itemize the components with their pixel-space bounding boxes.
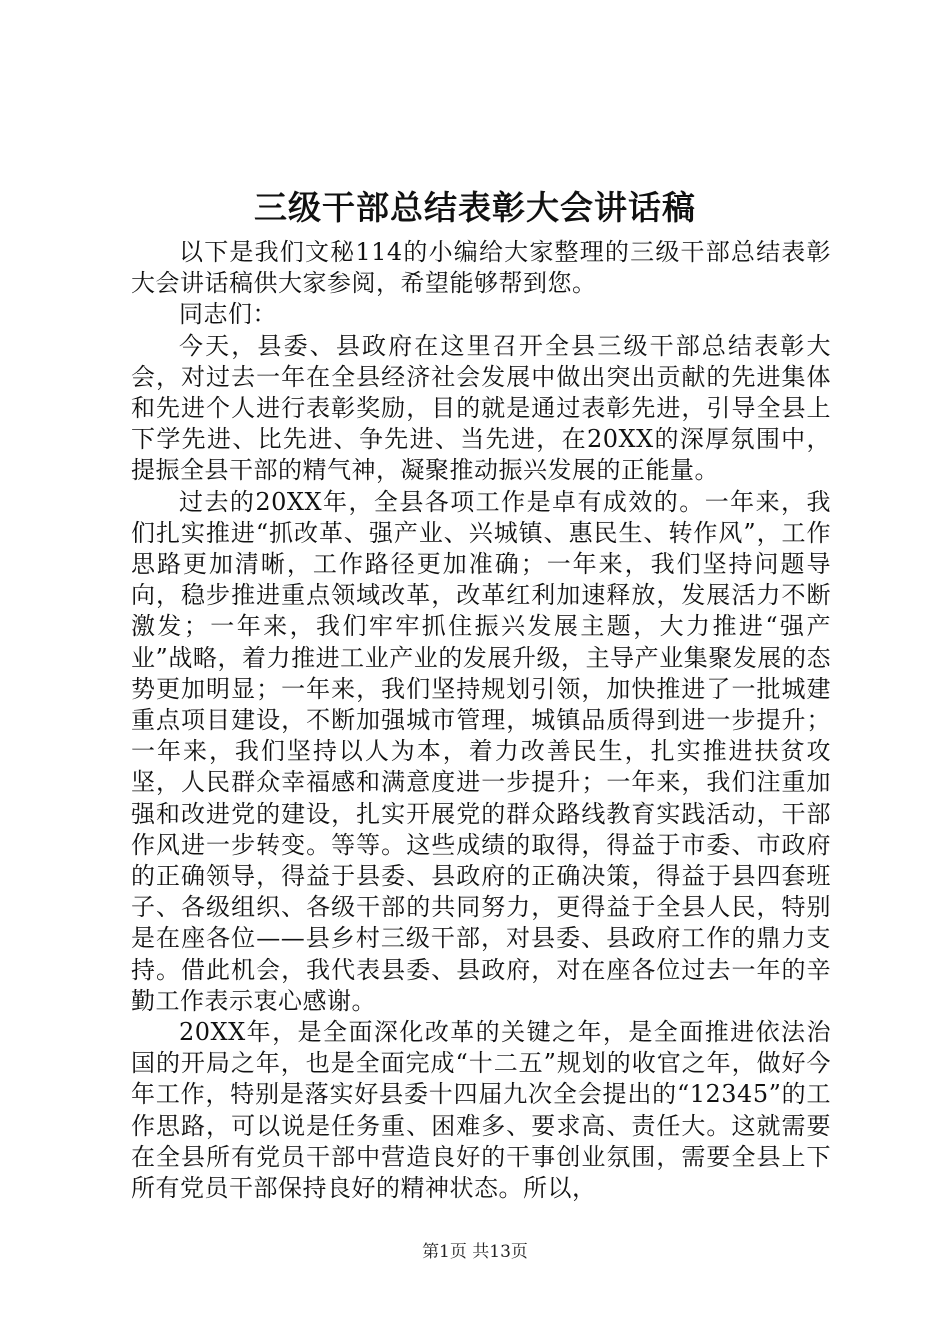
document-title: 三级干部总结表彰大会讲话稿 <box>254 188 696 227</box>
paragraph-achievements: 过去的20XX年，全县各项工作是卓有成效的。一年来，我们扎实推进“抓改革、强产业、兴城镇、惠民生、转作风”，工作思路更加清晰，工作路径更加准确；一年来，我们坚持问题导向，稳步推进重点领域改革，改革红利加速释放，发展活力不断激发；一年来，我们牢牢抓住振兴发展主题，大力推进“强产业”战略，着力推进工业产业的发展升级，主导产业集聚发展的态势更加明显；一年来，我们坚持规划引领，加快推进了一批城建重点项目建设，不断加强城市管理，城镇品质得到进一步提升；一年来，我们坚持以人为本，着力改善民生，扎实推进扶贫攻坚，人民群众幸福感和满意度进一步提升；一年来，我们注重加强和改进党的建设，扎实开展党的群众路线教育实践活动，干部作风进一步转变。等等。这些成绩的取得，得益于市委、市政府的正确领导，得益于县委、县政府的正确决策，得益于县四套班子、各级组织、各级干部的共同努力，更得益于全县人民，特别是在座各位——县乡村三级干部，对县委、县政府工作的鼎力支持。借此机会，我代表县委、县政府，对在座各位过去一年的辛勤工作表示衷心感谢。 <box>131 487 831 1015</box>
paragraph-opening: 今天，县委、县政府在这里召开全县三级干部总结表彰大会，对过去一年在全县经济社会发展中做出突出贡献的先进集体和先进个人进行表彰奖励，目的就是通过表彰先进，引导全县上下学先进、比先进、争先进、当先进，在20XX的深厚氛围中，提振全县干部的精气神，凝聚推动振兴发展的正能量。 <box>131 331 831 485</box>
page-number-footer: 第1页 共13页 <box>422 1242 528 1262</box>
paragraph-this-year: 20XX年，是全面深化改革的关键之年，是全面推进依法治国的开局之年，也是全面完成“十二五”规划的收官之年，做好今年工作，特别是落实好县委十四届九次全会提出的“12345”的工作思路，可以说是任务重、困难多、要求高、责任大。这就需要在全县所有党员干部中营造良好的干事创业氛围，需要全县上下所有党员干部保持良好的精神状态。所以， <box>131 1018 831 1203</box>
paragraph-intro: 以下是我们文秘114的小编给大家整理的三级干部总结表彰大会讲话稿供大家参阅，希望能够帮到您。 <box>131 238 831 298</box>
paragraph-salutation: 同志们： <box>179 300 277 329</box>
document-body <box>131 237 831 1204</box>
